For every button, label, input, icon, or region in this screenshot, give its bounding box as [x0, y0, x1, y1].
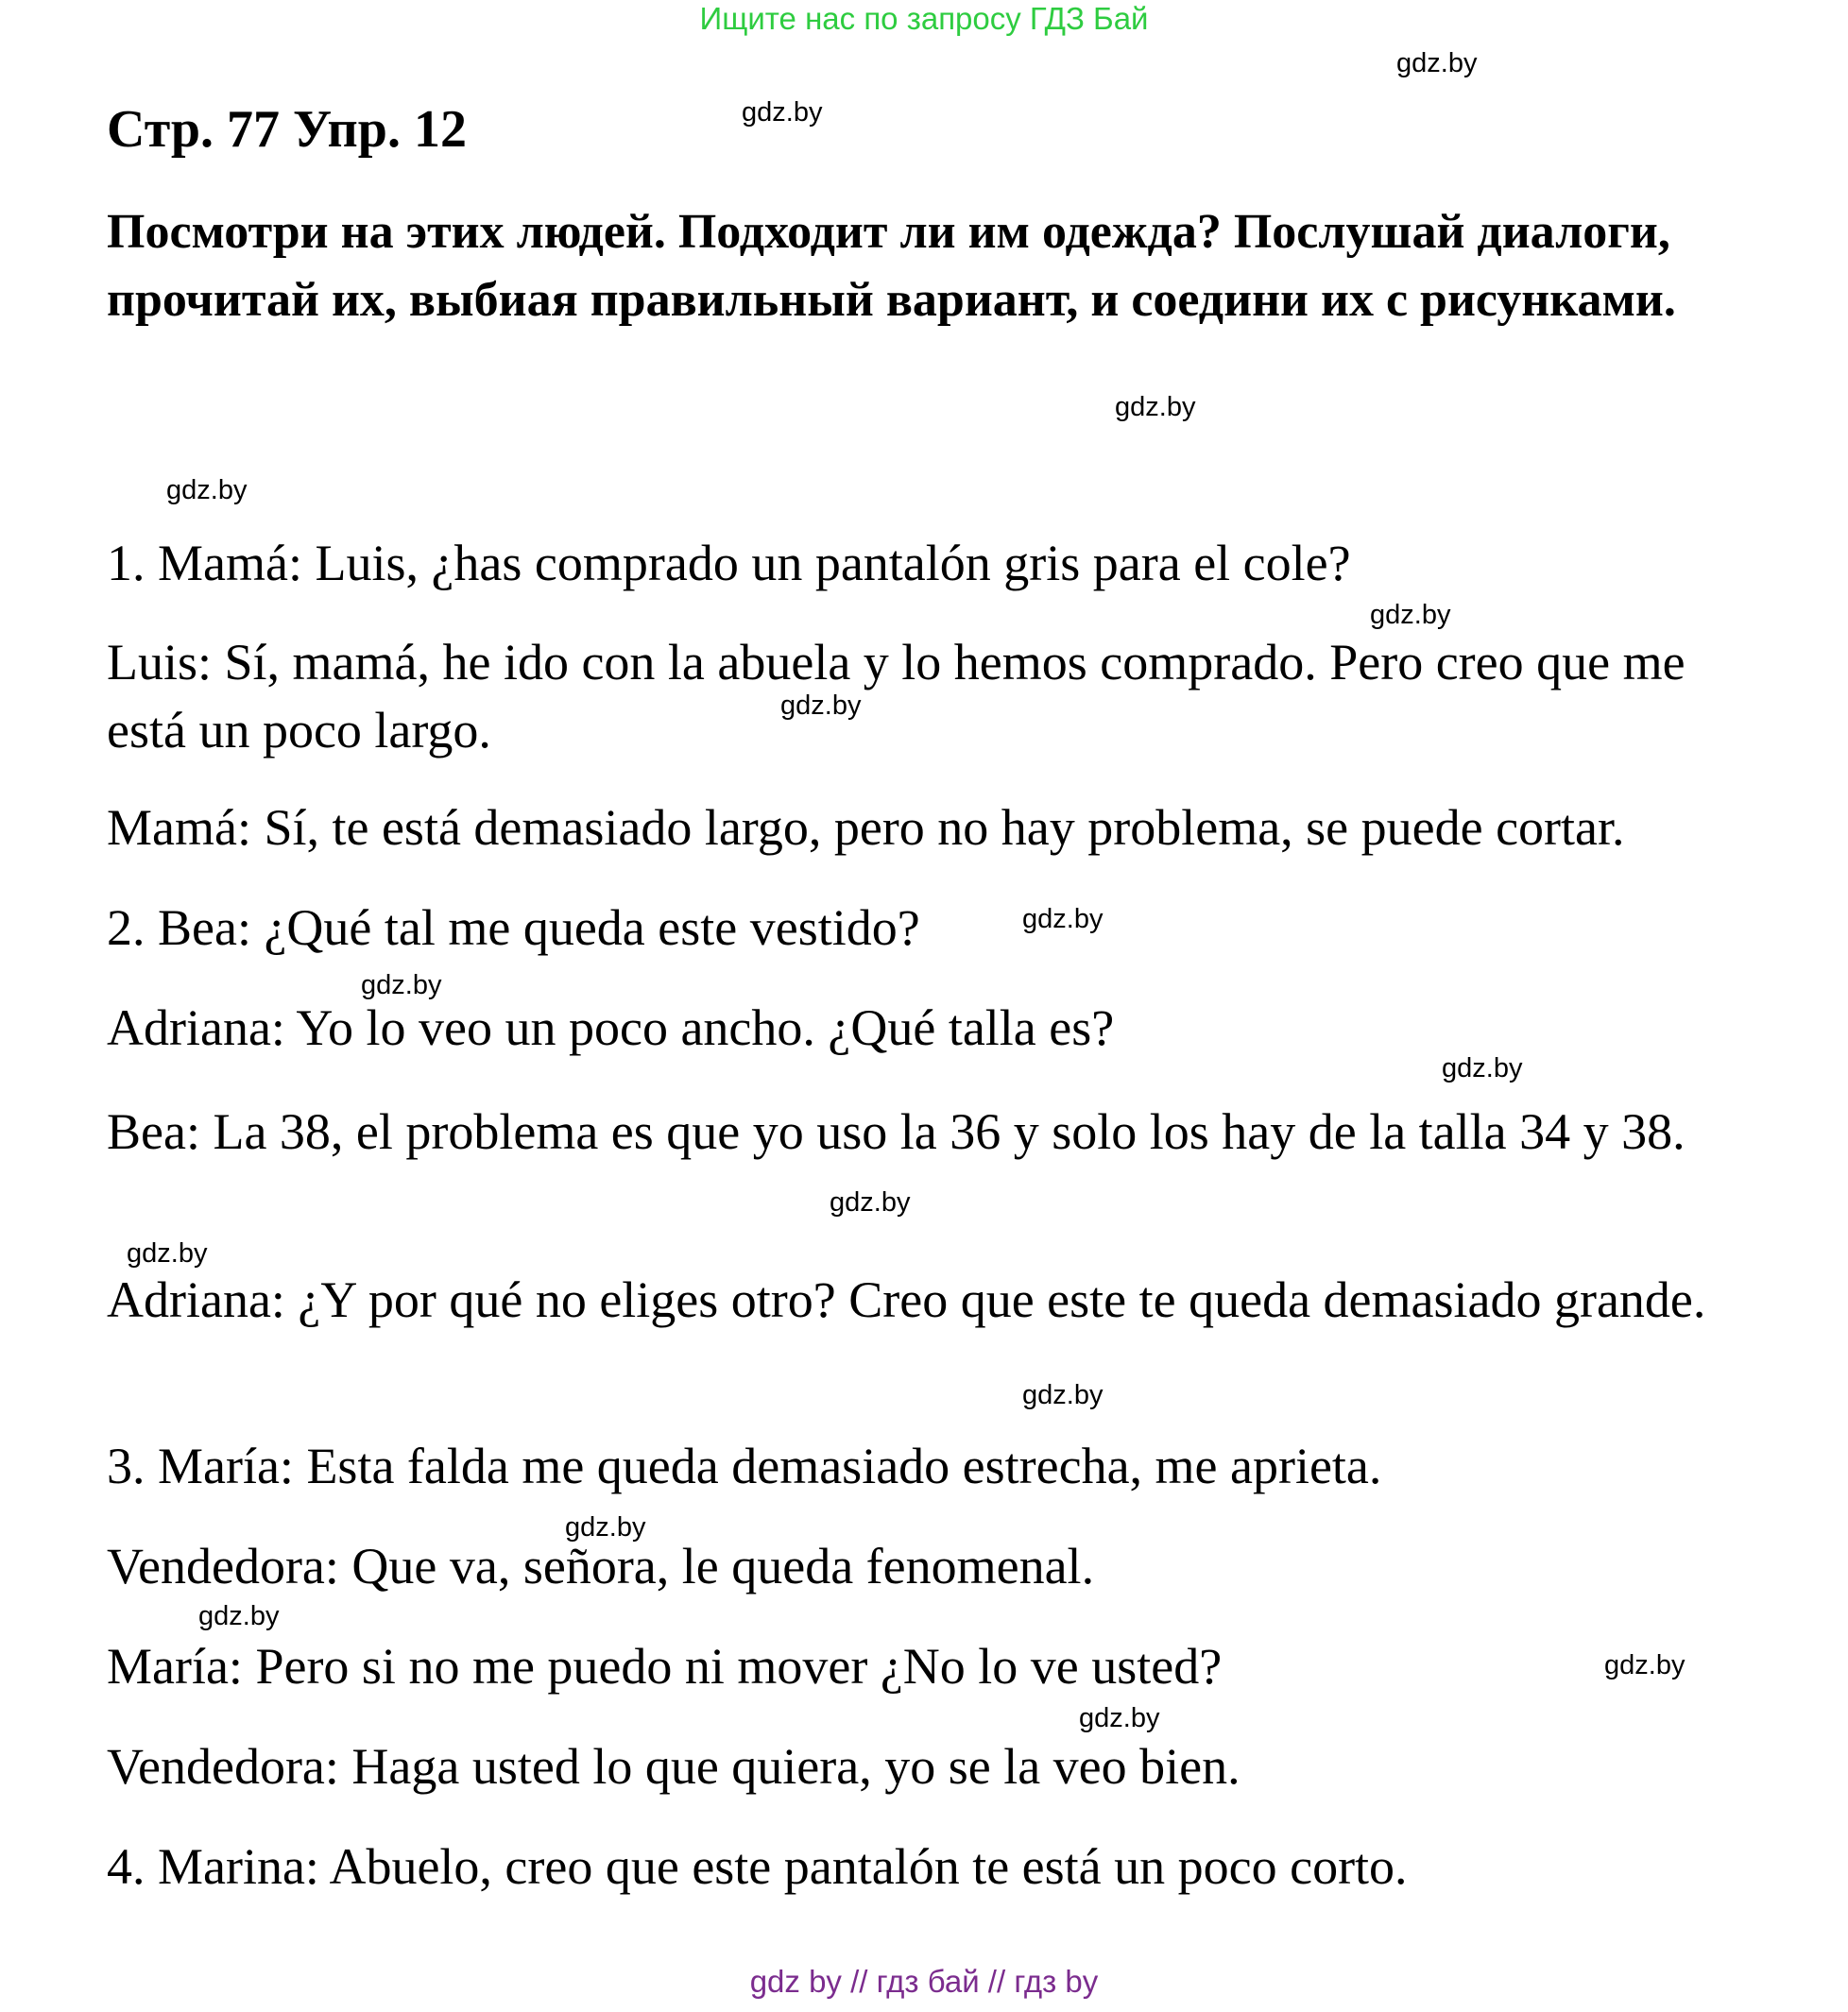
dialogue-line-4: 2. Bea: ¿Qué tal me queda este vestido?: [107, 899, 920, 956]
dialogue-line-10: María: Pero si no me puedo ni mover ¿No lo ve usted?: [107, 1638, 1223, 1695]
dialogue-line-7: Adriana: ¿Y por qué no eliges otro? Creo que este te queda demasiado grande.: [107, 1271, 1706, 1328]
watermark: gdz.by: [361, 970, 442, 1000]
watermark: gdz.by: [1370, 600, 1451, 630]
watermark: gdz.by: [1396, 48, 1478, 78]
watermark: gdz.by: [830, 1187, 911, 1218]
dialogue-line-1: 1. Mamá: Luis, ¿has comprado un pantalón gris para el cole?: [107, 535, 1351, 591]
dialogue-line-6: Bea: La 38, el problema es que yo uso la 36 y solo los hay de la talla 34 y 38.: [107, 1103, 1685, 1160]
dialogue-line-12: 4. Marina: Abuelo, creo que este pantalón te está un poco corto.: [107, 1838, 1408, 1895]
watermark: gdz.by: [1442, 1053, 1523, 1083]
footer-banner: gdz by // гдз бай // гдз by: [749, 1964, 1099, 1999]
watermark: gdz.by: [1079, 1703, 1160, 1733]
dialogue-line-11: Vendedora: Haga usted lo que quiera, yo se la veo bien.: [107, 1738, 1241, 1795]
watermark: gdz.by: [742, 97, 823, 128]
watermark: gdz.by: [780, 691, 862, 721]
task-instruction: Посмотри на этих людей. Подходит ли им одежда? Послушай диалоги, прочитай их, выбиая правильный вариант, и соедини их с рисунками.: [107, 205, 1676, 327]
page-heading: Стр. 77 Упр. 12: [107, 100, 467, 159]
watermark: gdz.by: [127, 1238, 208, 1269]
top-banner: Ищите нас по запросу ГДЗ Бай: [699, 1, 1149, 36]
dialogue-line-8: 3. María: Esta falda me queda demasiado estrecha, me aprieta.: [107, 1438, 1382, 1494]
dialogue-line-9: Vendedora: Que va, señora, le queda fenomenal.: [107, 1538, 1095, 1594]
watermark: gdz.by: [1604, 1650, 1685, 1680]
watermark: gdz.by: [1022, 1380, 1104, 1410]
watermark: gdz.by: [198, 1601, 280, 1631]
dialogue-line-5: Adriana: Yo lo veo un poco ancho. ¿Qué talla es?: [107, 999, 1115, 1056]
dialogue-line-2: Luis: Sí, mamá, he ido con la abuela y lo hemos comprado. Pero creo que me está un poco largo.: [107, 634, 1685, 759]
watermark: gdz.by: [1115, 392, 1196, 422]
watermark: gdz.by: [166, 475, 248, 505]
watermark: gdz.by: [565, 1512, 646, 1543]
dialogue-line-3: Mamá: Sí, te está demasiado largo, pero no hay problema, se puede cortar.: [107, 799, 1625, 856]
watermark: gdz.by: [1022, 904, 1104, 934]
